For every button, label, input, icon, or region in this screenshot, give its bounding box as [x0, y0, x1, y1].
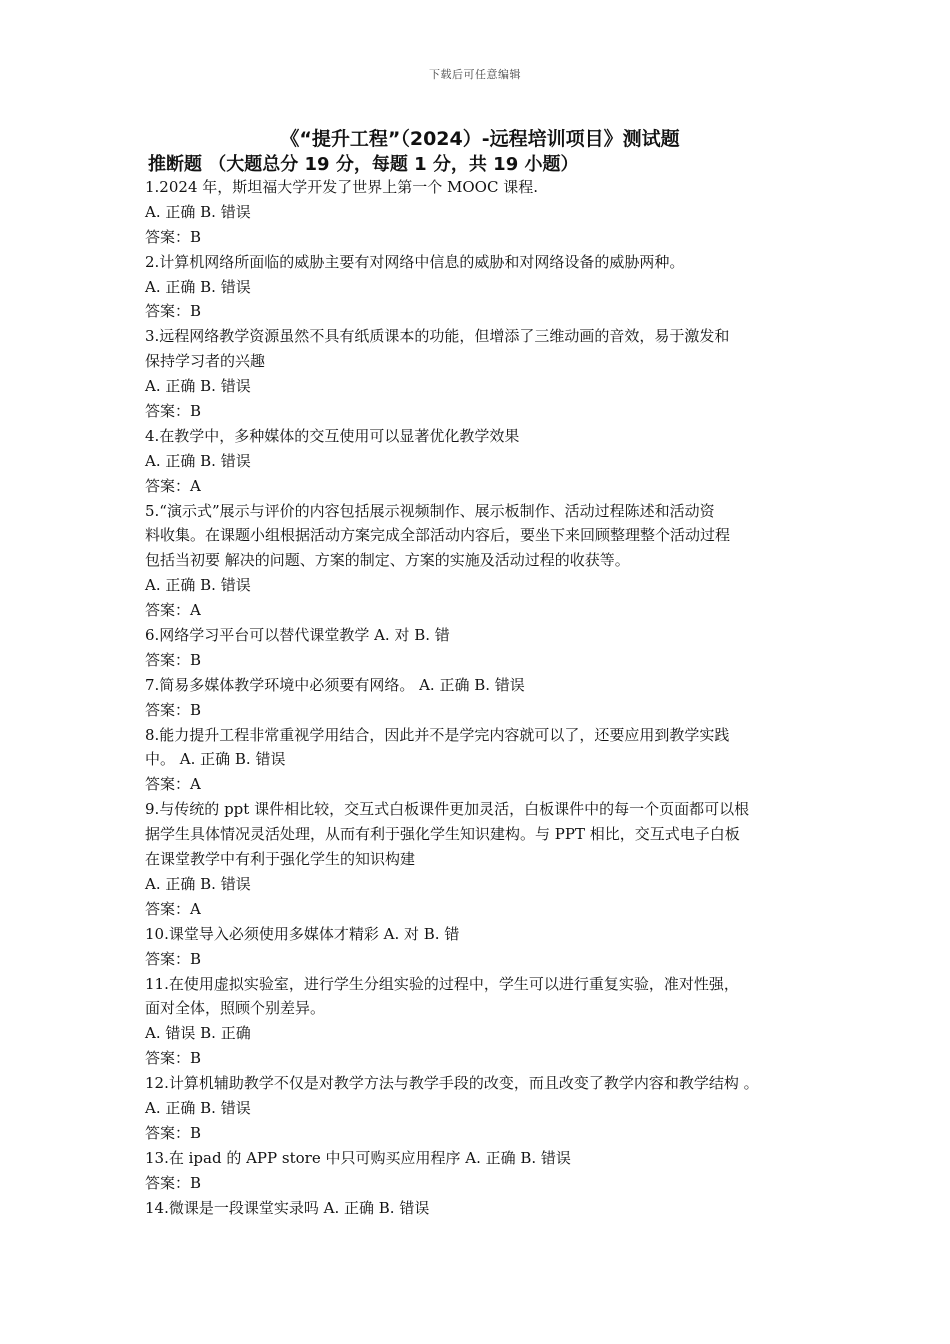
text-line: A. 正确 B. 错误	[145, 874, 251, 893]
text-line: 答案：B	[145, 402, 202, 421]
document-title: 《“提升工程”（2024）-远程培训项目》测试题	[280, 128, 680, 150]
text-line: A. 正确 B. 错误	[145, 451, 251, 470]
page-header-note: 下载后可任意编辑	[429, 68, 521, 81]
question-list	[145, 175, 817, 1220]
text-line: 答案：B	[145, 1049, 202, 1068]
text-line: A. 正确 B. 错误	[145, 202, 251, 221]
text-line: 在课堂教学中有利于强化学生的知识构建	[145, 850, 416, 869]
text-line: 答案：B	[145, 302, 202, 321]
text-line: 答案：A	[145, 775, 201, 794]
text-line: 10.课堂导入必须使用多媒体才精彩 A. 对 B. 错	[145, 924, 460, 943]
text-line: A. 正确 B. 错误	[145, 576, 251, 595]
text-line: 答案：B	[145, 700, 202, 719]
text-line: 9.与传统的 ppt 课件相比较，交互式白板课件更加灵活，白板课件中的每一个页面都可以根	[145, 800, 750, 819]
text-line: 12.计算机辅助教学不仅是对教学方法与教学手段的改变，而且改变了教学内容和教学结构 。	[145, 1074, 759, 1093]
text-line: 6.网络学习平台可以替代课堂教学 A. 对 B. 错	[145, 626, 450, 645]
text-line: 料收集。在课题小组根据活动方案完成全部活动内容后，要坐下来回顾整理整个活动过程	[145, 526, 731, 545]
text-line: A. 正确 B. 错误	[145, 377, 251, 396]
text-line: 答案：A	[145, 601, 201, 620]
text-line: 面对全体，照顾个别差异。	[145, 999, 326, 1018]
text-line: 7.简易多媒体教学环境中必须要有网络。 A. 正确 B. 错误	[145, 675, 525, 694]
text-line: 14.微课是一段课堂实录吗 A. 正确 B. 错误	[145, 1198, 430, 1217]
text-line: 11.在使用虚拟实验室，进行学生分组实验的过程中，学生可以进行重复实验，准对性强，	[145, 974, 739, 993]
text-line: 13.在 ipad 的 APP store 中只可购买应用程序 A. 正确 B. 错误	[145, 1148, 571, 1167]
text-line: 包括当初要 解决的问题、方案的制定、方案的实施及活动过程的收获等。	[145, 551, 630, 570]
text-line: 3.远程网络教学资源虽然不具有纸质课本的功能，但增添了三维动画的音效，易于激发和	[145, 327, 730, 346]
text-line: 中。 A. 正确 B. 错误	[145, 750, 286, 769]
text-line: 保持学习者的兴趣	[145, 352, 266, 371]
text-line: 答案：B	[145, 227, 202, 246]
text-line: 5.“演示式”展示与评价的内容包括展示视频制作、展示板制作、活动过程陈述和活动资	[145, 501, 715, 520]
text-line: 答案：B	[145, 650, 202, 669]
text-line: A. 正确 B. 错误	[145, 277, 251, 296]
text-line: 1.2024 年，斯坦福大学开发了世界上第一个 MOOC 课程.	[145, 178, 538, 196]
text-line: A. 正确 B. 错误	[145, 1098, 251, 1117]
text-line: 2.计算机网络所面临的威胁主要有对网络中信息的威胁和对网络设备的威胁两种。	[145, 252, 685, 271]
text-line: 答案：B	[145, 1173, 202, 1192]
text-line: 4.在教学中，多种媒体的交互使用可以显著优化教学效果	[145, 426, 520, 445]
text-line: 答案：B	[145, 1123, 202, 1142]
text-line: 答案：B	[145, 949, 202, 968]
text-line: 据学生具体情况灵活处理，从而有利于强化学生知识建构。与 PPT 相比，交互式电子白板	[145, 825, 740, 844]
section-title: 推断题 （大题总分 19 分，每题 1 分，共 19 小题）	[148, 154, 579, 175]
text-line: 8.能力提升工程非常重视学用结合，因此并不是学完内容就可以了，还要应用到教学实践	[145, 725, 730, 744]
text-line: 答案：A	[145, 899, 201, 918]
text-line: A. 错误 B. 正确	[145, 1024, 251, 1043]
text-line: 答案：A	[145, 476, 201, 495]
